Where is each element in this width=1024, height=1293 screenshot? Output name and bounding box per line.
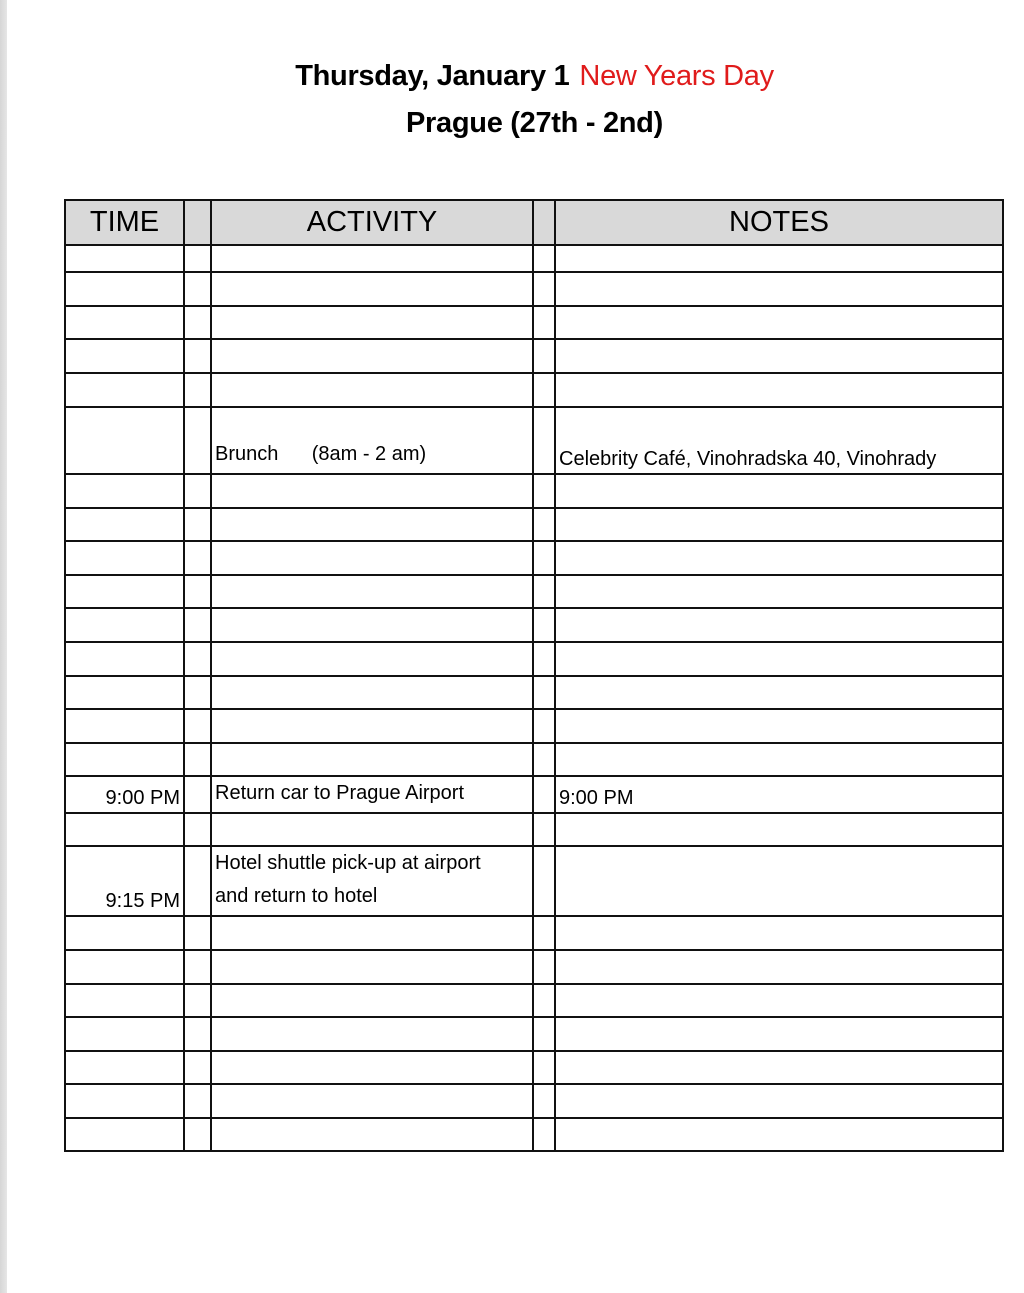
time-cell[interactable]	[65, 541, 184, 575]
activity-cell[interactable]	[211, 846, 533, 916]
time-cell[interactable]: 9:00 PM	[65, 776, 184, 813]
spacer-cell[interactable]	[184, 1084, 211, 1118]
table-row	[65, 1118, 1003, 1151]
table-row	[65, 541, 1003, 575]
header-time: TIME	[65, 200, 184, 245]
activity-cell[interactable]	[211, 813, 533, 846]
spacer-cell[interactable]	[533, 575, 555, 608]
time-cell[interactable]	[65, 1051, 184, 1084]
spacer-cell[interactable]	[184, 272, 211, 306]
activity-cell[interactable]	[211, 508, 533, 541]
spacer-cell[interactable]	[533, 1017, 555, 1051]
notes-cell[interactable]	[555, 508, 1003, 541]
activity-cell[interactable]	[211, 474, 533, 508]
activity-cell[interactable]	[211, 575, 533, 608]
notes-cell[interactable]: Celebrity Café, Vinohradska 40, Vinohrady	[555, 407, 1003, 474]
time-cell[interactable]	[65, 508, 184, 541]
time-cell[interactable]	[65, 1084, 184, 1118]
notes-cell[interactable]	[555, 541, 1003, 575]
spacer-cell[interactable]	[184, 743, 211, 776]
spacer-cell[interactable]	[184, 813, 211, 846]
day-date: Thursday, January 1	[295, 60, 570, 92]
spacer-cell[interactable]	[533, 846, 555, 916]
notes-cell[interactable]	[555, 1118, 1003, 1151]
spacer-cell[interactable]	[533, 541, 555, 575]
time-cell[interactable]	[65, 916, 184, 950]
time-cell[interactable]	[65, 575, 184, 608]
table-row	[65, 474, 1003, 508]
spacer-cell[interactable]	[184, 608, 211, 642]
table-row	[65, 776, 1003, 813]
spacer-cell[interactable]	[533, 373, 555, 407]
spacer-cell[interactable]	[533, 272, 555, 306]
spacer-cell[interactable]	[533, 709, 555, 743]
table-row	[65, 642, 1003, 676]
activity-cell[interactable]	[211, 272, 533, 306]
spacer-cell[interactable]	[184, 1118, 211, 1151]
table-row	[65, 608, 1003, 642]
spacer-cell[interactable]	[533, 245, 555, 272]
activity-cell[interactable]	[211, 1017, 533, 1051]
table-row	[65, 916, 1003, 950]
spacer-cell[interactable]	[533, 407, 555, 474]
spacer-cell[interactable]	[184, 642, 211, 676]
page-edge-shadow	[0, 0, 7, 1293]
spacer-cell[interactable]	[533, 1051, 555, 1084]
spacer-cell[interactable]	[184, 676, 211, 709]
time-cell[interactable]	[65, 373, 184, 407]
spacer-cell[interactable]	[533, 916, 555, 950]
spacer-cell[interactable]	[184, 776, 211, 813]
activity-cell[interactable]	[211, 339, 533, 373]
spacer-cell[interactable]	[184, 1017, 211, 1051]
header-spacer	[184, 200, 211, 245]
spacer-cell[interactable]	[184, 575, 211, 608]
table-row	[65, 339, 1003, 373]
notes-cell[interactable]	[555, 984, 1003, 1017]
spacer-cell[interactable]	[533, 608, 555, 642]
spacer-cell[interactable]	[184, 846, 211, 916]
time-cell[interactable]	[65, 306, 184, 339]
table-header-row	[65, 200, 1003, 245]
table-row	[65, 1084, 1003, 1118]
spacer-cell[interactable]	[533, 676, 555, 709]
time-cell[interactable]	[65, 1017, 184, 1051]
location-label: Prague (27th - 2nd)	[406, 107, 663, 139]
table-row	[65, 984, 1003, 1017]
time-cell[interactable]	[65, 813, 184, 846]
time-cell[interactable]	[65, 245, 184, 272]
table-row	[65, 373, 1003, 407]
notes-cell[interactable]	[555, 373, 1003, 407]
table-row	[65, 950, 1003, 984]
table-row	[65, 709, 1003, 743]
notes-cell[interactable]	[555, 474, 1003, 508]
spacer-cell[interactable]	[184, 709, 211, 743]
activity-cell[interactable]	[211, 306, 533, 339]
notes-cell[interactable]	[555, 709, 1003, 743]
activity-cell[interactable]	[211, 984, 533, 1017]
spacer-cell[interactable]	[184, 474, 211, 508]
table-row	[65, 407, 1003, 474]
spacer-cell[interactable]	[184, 950, 211, 984]
itinerary-table	[64, 199, 1004, 1152]
page-header	[0, 56, 1024, 143]
activity-cell[interactable]	[211, 950, 533, 984]
notes-cell[interactable]	[555, 1017, 1003, 1051]
spacer-cell[interactable]	[533, 813, 555, 846]
time-cell[interactable]	[65, 950, 184, 984]
table-row	[65, 1051, 1003, 1084]
table-row	[65, 272, 1003, 306]
notes-cell[interactable]: 9:00 PM	[555, 776, 1003, 813]
spacer-cell[interactable]	[184, 339, 211, 373]
spacer-cell[interactable]	[533, 339, 555, 373]
time-cell[interactable]	[65, 1118, 184, 1151]
spacer-cell[interactable]	[533, 642, 555, 676]
notes-cell[interactable]	[555, 813, 1003, 846]
time-cell[interactable]	[65, 474, 184, 508]
activity-cell[interactable]	[211, 776, 533, 813]
spacer-cell[interactable]	[533, 950, 555, 984]
header-notes: NOTES	[555, 200, 1003, 245]
activity-cell[interactable]	[211, 916, 533, 950]
activity-cell[interactable]	[211, 245, 533, 272]
time-cell[interactable]	[65, 608, 184, 642]
notes-cell[interactable]	[555, 676, 1003, 709]
spacer-cell[interactable]	[184, 916, 211, 950]
title-date-line	[0, 56, 1024, 96]
activity-cell[interactable]	[211, 608, 533, 642]
notes-cell[interactable]	[555, 339, 1003, 373]
notes-cell[interactable]	[555, 245, 1003, 272]
notes-cell[interactable]	[555, 306, 1003, 339]
activity-cell[interactable]	[211, 541, 533, 575]
activity-cell[interactable]	[211, 1051, 533, 1084]
notes-cell[interactable]	[555, 950, 1003, 984]
spacer-cell[interactable]	[533, 1118, 555, 1151]
time-cell[interactable]	[65, 339, 184, 373]
activity-cell[interactable]	[211, 709, 533, 743]
spacer-cell[interactable]	[533, 984, 555, 1017]
table-body	[65, 245, 1003, 1151]
spacer-cell[interactable]	[533, 1084, 555, 1118]
notes-cell[interactable]	[555, 743, 1003, 776]
notes-cell[interactable]	[555, 642, 1003, 676]
notes-cell[interactable]	[555, 916, 1003, 950]
table-row	[65, 575, 1003, 608]
header-spacer	[533, 200, 555, 245]
activity-cell[interactable]	[211, 676, 533, 709]
activity-cell[interactable]	[211, 1084, 533, 1118]
time-cell[interactable]	[65, 272, 184, 306]
spacer-cell[interactable]	[533, 474, 555, 508]
time-cell[interactable]	[65, 743, 184, 776]
notes-cell[interactable]	[555, 1084, 1003, 1118]
notes-cell[interactable]	[555, 846, 1003, 916]
spacer-cell[interactable]	[184, 984, 211, 1017]
spacer-cell[interactable]	[184, 541, 211, 575]
spacer-cell[interactable]	[184, 407, 211, 474]
notes-cell[interactable]	[555, 575, 1003, 608]
spacer-cell[interactable]	[184, 1051, 211, 1084]
time-cell[interactable]: 9:15 PM	[65, 846, 184, 916]
notes-cell[interactable]	[555, 1051, 1003, 1084]
table-row	[65, 245, 1003, 272]
table-row	[65, 813, 1003, 846]
notes-cell[interactable]	[555, 272, 1003, 306]
activity-line: Brunch (8am - 2 am)	[215, 443, 427, 465]
spacer-cell[interactable]	[533, 776, 555, 813]
notes-cell[interactable]	[555, 608, 1003, 642]
table-row	[65, 306, 1003, 339]
activity-line: and return to hotel	[215, 885, 378, 907]
table-row	[65, 1017, 1003, 1051]
activity-cell[interactable]	[211, 743, 533, 776]
spacer-cell[interactable]	[533, 743, 555, 776]
activity-line: Hotel shuttle pick-up at airport	[215, 852, 481, 874]
holiday-label: New Years Day	[579, 60, 774, 92]
header-activity: ACTIVITY	[211, 200, 533, 245]
spacer-cell[interactable]	[533, 508, 555, 541]
spacer-cell[interactable]	[184, 373, 211, 407]
time-cell[interactable]	[65, 676, 184, 709]
activity-cell[interactable]	[211, 373, 533, 407]
time-cell[interactable]	[65, 407, 184, 474]
time-cell[interactable]	[65, 709, 184, 743]
activity-cell[interactable]	[211, 1118, 533, 1151]
time-cell[interactable]	[65, 984, 184, 1017]
table-row	[65, 743, 1003, 776]
activity-cell[interactable]	[211, 642, 533, 676]
spacer-cell[interactable]	[184, 306, 211, 339]
activity-cell[interactable]	[211, 407, 533, 474]
spacer-cell[interactable]	[184, 508, 211, 541]
spacer-cell[interactable]	[533, 306, 555, 339]
time-cell[interactable]	[65, 642, 184, 676]
table-row	[65, 508, 1003, 541]
spacer-cell[interactable]	[184, 245, 211, 272]
activity-line: Return car to Prague Airport	[215, 782, 465, 804]
table-row	[65, 846, 1003, 916]
table-row	[65, 676, 1003, 709]
